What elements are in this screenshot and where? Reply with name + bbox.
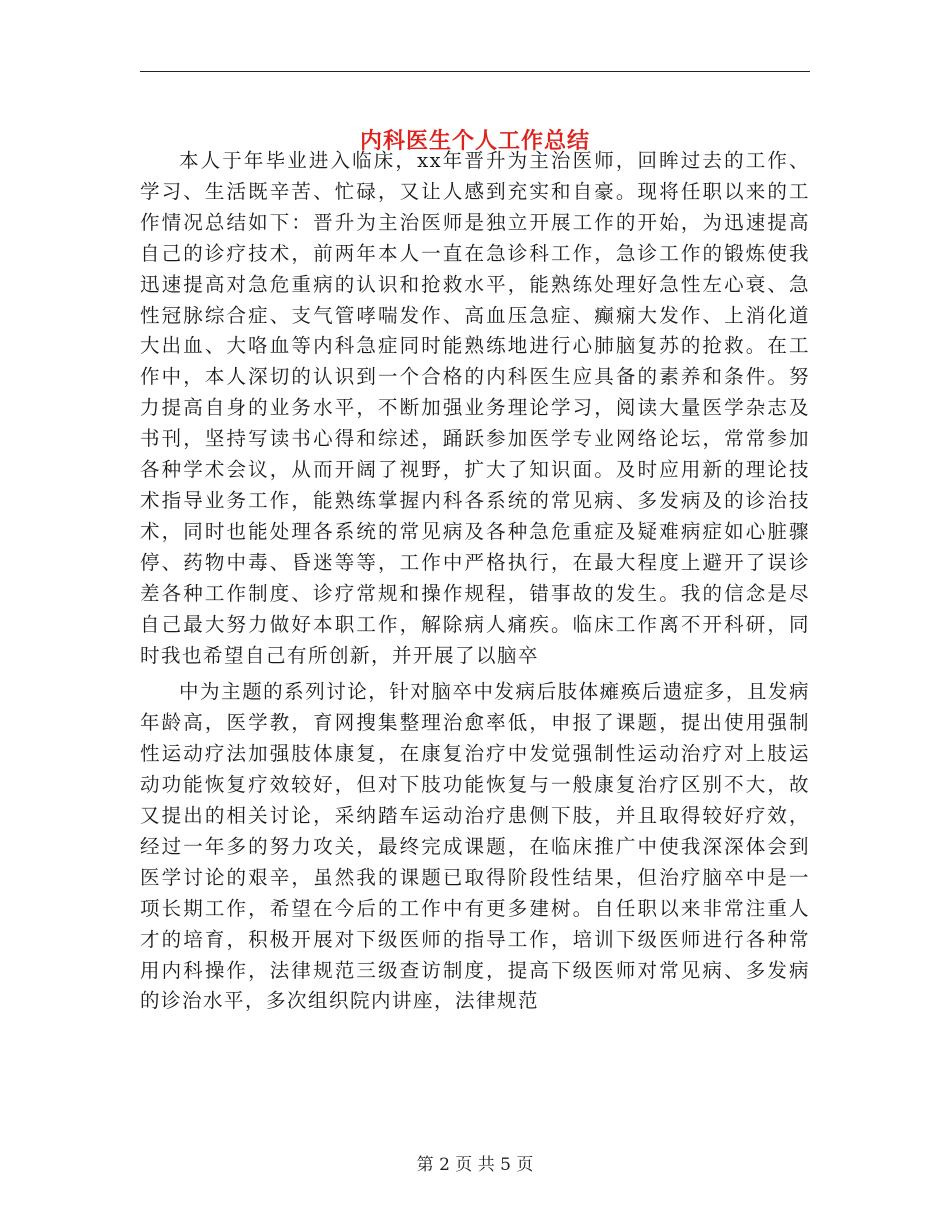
document-body — [140, 146, 810, 1017]
header-rule — [140, 71, 810, 72]
paragraph-2: 中为主题的系列讨论，针对脑卒中发病后肢体瘫痪后遗症多，且发病年龄高，医学教，育网搜集整理治愈率低，申报了课题，提出使用强制性运动疗法加强肢体康复，在康复治疗中发觉强制性运动治疗对上肢运动功能恢复疗效较好，但对下肢功能恢复与一般康复治疗区别不大，故又提出的相关讨论，采纳踏车运动治疗患侧下肢，并且取得较好疗效，经过一年多的努力攻关，最终完成课题，在临床推广中使我深深体会到医学讨论的艰辛，虽然我的课题已取得阶段性结果，但治疗脑卒中是一项长期工作，希望在今后的工作中有更多建树。自任职以来非常注重人才的培育，积极开展对下级医师的指导工作，培训下级医师进行各种常用内科操作，法律规范三级查访制度，提高下级医师对常见病、多发病的诊治水平，多次组织院内讲座，法律规范 — [140, 680, 810, 1013]
page-number-footer: 第 2 页 共 5 页 — [416, 1155, 534, 1175]
document-title: 内科医生个人工作总结 — [359, 127, 590, 154]
paragraph-1: 本人于年毕业进入临床，xx年晋升为主治医师，回眸过去的工作、学习、生活既辛苦、忙碌，又让人感到充实和自豪。现将任职以来的工作情况总结如下：晋升为主治医师是独立开展工作的开始，为迅速提高自己的诊疗技术，前两年本人一直在急诊科工作，急诊工作的锻炼使我迅速提高对急危重病的认识和抢救水平，能熟练处理好急性左心衰、急性冠脉综合症、支气管哮喘发作、高血压急症、癫痫大发作、上消化道大出血、大咯血等内科急症同时能熟练地进行心肺脑复苏的抢救。在工作中，本人深切的认识到一个合格的内科医生应具备的素养和条件。努力提高自身的业务水平，不断加强业务理论学习，阅读大量医学杂志及书刊，坚持写读书心得和综述，踊跃参加医学专业网络论坛，常常参加各种学术会议，从而开阔了视野，扩大了知识面。及时应用新的理论技术指导业务工作，能熟练掌握内科各系统的常见病、多发病及的诊治技术，同时也能处理各系统的常见病及各种急危重症及疑难病症如心脏骤停、药物中毒、昏迷等等，工作中严格执行，在最大程度上避开了误诊差各种工作制度、诊疗常规和操作规程，错事故的发生。我的信念是尽自己最大努力做好本职工作，解除病人痛疾。临床工作离不开科研，同时我也希望自己有所创新，并开展了以脑卒 — [140, 149, 810, 667]
